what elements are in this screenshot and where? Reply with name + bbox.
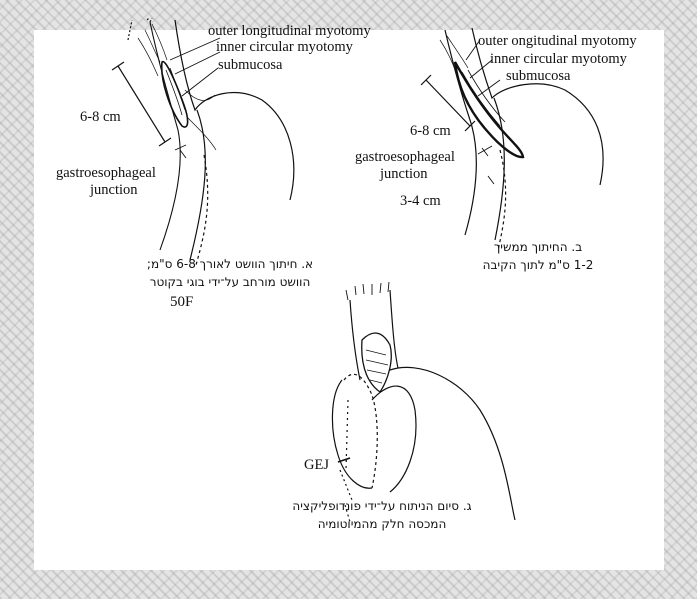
panel-b-submucosa-label: submucosa: [506, 68, 571, 84]
panel-b-length-label: 6-8 cm: [410, 123, 451, 139]
panel-c-caption-line1: ג. סיום הניתוח על־ידי פונדופליקציה: [292, 499, 472, 513]
panel-a-gej-label-line2: junction: [90, 182, 138, 198]
panel-a-esophagus-drawing: [112, 18, 294, 265]
panel-b-outer-longitudinal-label: outer ongitudinal myotomy: [478, 33, 637, 49]
panel-b-gej-label-line2: junction: [380, 166, 428, 182]
panel-b-extension-label: 3-4 cm: [400, 193, 441, 209]
panel-b-caption-line1: ב. החיתוך ממשיך: [493, 240, 583, 254]
panel-a-inner-circular-label: inner circular myotomy: [216, 39, 353, 55]
panel-b-gej-label-line1: gastroesophageal: [355, 149, 455, 165]
panel-a-outer-longitudinal-label: outer longitudinal myotomy: [208, 23, 371, 39]
panel-b-caption-line2: 1-2 ס"מ לתוך הקיבה: [482, 258, 594, 272]
panel-a-caption-line2: הוושט מורחב על־ידי בוגי בקוטר: [149, 275, 311, 289]
panel-a-caption-line3: 50F: [170, 294, 194, 310]
panel-c-caption-line2: המכסה חלק מהמיוטומיה: [317, 517, 447, 531]
panel-a-submucosa-label: submucosa: [218, 57, 283, 73]
panel-a-gej-label-line1: gastroesophageal: [56, 165, 156, 181]
panel-b-inner-circular-label: inner circular myotomy: [490, 51, 627, 67]
panel-c-fundoplication-drawing: [332, 282, 515, 522]
panel-a-length-label: 6-8 cm: [80, 109, 121, 125]
panel-a-caption-line1: א. חיתוך הוושט לאורך 6-8 ס"מ;: [146, 257, 314, 271]
panel-c-gej-label: GEJ: [304, 457, 329, 473]
